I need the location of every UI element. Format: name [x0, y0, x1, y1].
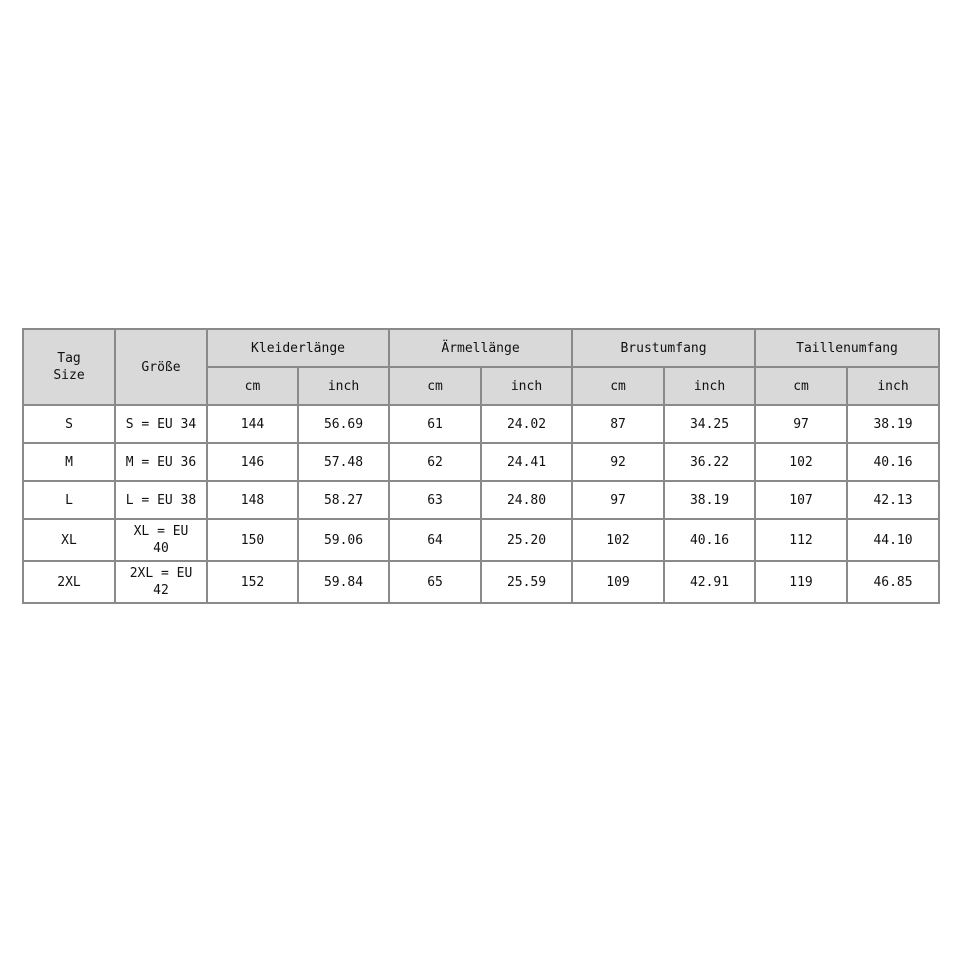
value-cell: 36.22	[664, 443, 755, 481]
value-cell: 150	[207, 519, 298, 561]
tag-size-cell: 2XL	[23, 561, 115, 603]
tag-size-cell: L	[23, 481, 115, 519]
value-cell: 24.41	[481, 443, 572, 481]
value-cell: 24.80	[481, 481, 572, 519]
value-cell: 25.20	[481, 519, 572, 561]
tag-size-cell: S	[23, 405, 115, 443]
header-group-label: Ärmellänge	[441, 340, 520, 356]
value-cell: 59.84	[298, 561, 389, 603]
value-cell: 148	[207, 481, 298, 519]
value-cell: 59.06	[298, 519, 389, 561]
value-cell: 112	[755, 519, 847, 561]
value-cell: 92	[572, 443, 664, 481]
unit-header: cm	[572, 367, 664, 405]
value-cell: 107	[755, 481, 847, 519]
header-kleiderlaenge	[207, 329, 389, 367]
eu-size-label: S = EU 34	[125, 416, 197, 432]
eu-size-cell	[115, 561, 207, 603]
header-groesse	[115, 329, 207, 405]
unit-header: inch	[664, 367, 755, 405]
eu-size-cell	[115, 405, 207, 443]
eu-size-cell	[115, 443, 207, 481]
value-cell: 61	[389, 405, 481, 443]
unit-header: cm	[207, 367, 298, 405]
table-body	[23, 405, 939, 603]
header-taillenumfang	[755, 329, 939, 367]
header-brustumfang	[572, 329, 755, 367]
value-cell: 57.48	[298, 443, 389, 481]
header-groesse-label: Größe	[141, 359, 181, 375]
header-group-label: Brustumfang	[620, 340, 707, 356]
table-row	[23, 561, 939, 603]
value-cell: 25.59	[481, 561, 572, 603]
value-cell: 46.85	[847, 561, 939, 603]
value-cell: 144	[207, 405, 298, 443]
header-tag-size-label: Tag Size	[53, 351, 85, 383]
table-row	[23, 481, 939, 519]
eu-size-label: XL = EU 40	[133, 524, 189, 556]
value-cell: 24.02	[481, 405, 572, 443]
value-cell: 40.16	[664, 519, 755, 561]
unit-header: inch	[847, 367, 939, 405]
eu-size-label: M = EU 36	[125, 454, 197, 470]
value-cell: 38.19	[847, 405, 939, 443]
value-cell: 119	[755, 561, 847, 603]
value-cell: 102	[572, 519, 664, 561]
eu-size-cell	[115, 519, 207, 561]
value-cell: 87	[572, 405, 664, 443]
value-cell: 62	[389, 443, 481, 481]
eu-size-label: 2XL = EU 42	[129, 566, 193, 598]
value-cell: 42.13	[847, 481, 939, 519]
eu-size-cell	[115, 481, 207, 519]
unit-header: inch	[481, 367, 572, 405]
table-row	[23, 519, 939, 561]
value-cell: 56.69	[298, 405, 389, 443]
value-cell: 152	[207, 561, 298, 603]
value-cell: 97	[755, 405, 847, 443]
header-tag-size	[23, 329, 115, 405]
value-cell: 64	[389, 519, 481, 561]
header-aermellaenge	[389, 329, 572, 367]
value-cell: 97	[572, 481, 664, 519]
header-row-groups	[23, 329, 939, 367]
value-cell: 44.10	[847, 519, 939, 561]
unit-header: inch	[298, 367, 389, 405]
table-row	[23, 405, 939, 443]
table-row	[23, 443, 939, 481]
tag-size-cell: XL	[23, 519, 115, 561]
value-cell: 40.16	[847, 443, 939, 481]
header-group-label: Kleiderlänge	[251, 340, 345, 356]
tag-size-cell: M	[23, 443, 115, 481]
value-cell: 65	[389, 561, 481, 603]
value-cell: 63	[389, 481, 481, 519]
eu-size-label: L = EU 38	[125, 492, 197, 508]
value-cell: 102	[755, 443, 847, 481]
value-cell: 34.25	[664, 405, 755, 443]
unit-header: cm	[389, 367, 481, 405]
value-cell: 58.27	[298, 481, 389, 519]
value-cell: 42.91	[664, 561, 755, 603]
table-header	[23, 329, 939, 405]
value-cell: 109	[572, 561, 664, 603]
value-cell: 146	[207, 443, 298, 481]
value-cell: 38.19	[664, 481, 755, 519]
unit-header: cm	[755, 367, 847, 405]
header-group-label: Taillenumfang	[796, 340, 898, 356]
size-chart-table	[22, 328, 940, 604]
